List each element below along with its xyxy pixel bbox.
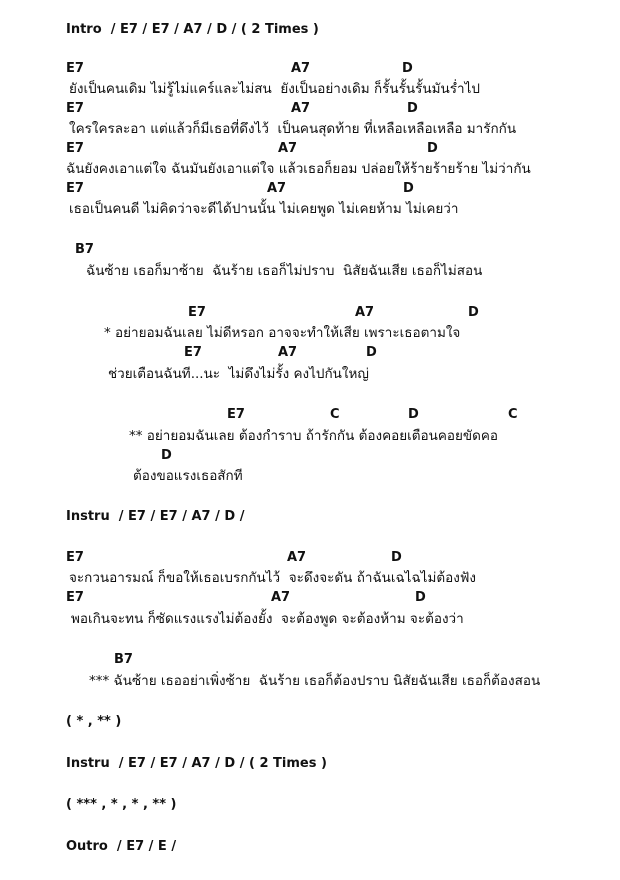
chord-label: E7	[188, 305, 206, 320]
lyric-line: ใครใครละอา แต่แล้วก็มีเธอที่ดึงไว้ เป็นคนสุดท้าย ที่เหลือเหลือเหลือ มารักกัน	[69, 121, 517, 137]
chord-label: E7	[66, 61, 84, 76]
chord-label: A7	[278, 345, 298, 360]
lyric-line: * อย่ายอมฉันเลย ไม่ดีหรอก อาจจะทำให้เสีย เพราะเธอตามใจ	[104, 325, 461, 341]
chord-label: D	[402, 61, 413, 76]
chord-label: D	[408, 407, 419, 422]
intro-line: Intro / E7 / E7 / A7 / D / ( 2 Times )	[66, 22, 319, 37]
chord-label: D	[403, 181, 414, 196]
chord-label: A7	[271, 590, 291, 605]
chord-label: D	[391, 550, 402, 565]
chord-label: E7	[66, 550, 84, 565]
chord-label: C	[508, 407, 518, 422]
lyric-line: ** อย่ายอมฉันเลย ต้องกำราบ ถ้ารักกัน ต้องคอยเตือนคอยขัดคอ	[129, 428, 499, 444]
chord-label: A7	[355, 305, 375, 320]
chord-label: A7	[291, 61, 311, 76]
chord-label: D	[468, 305, 479, 320]
bridge-1-chord: B7	[75, 242, 94, 257]
chord-label: D	[415, 590, 426, 605]
lyric-line: ต้องขอแรงเธอสักที	[133, 468, 243, 484]
instru-line-1: Instru / E7 / E7 / A7 / D /	[66, 509, 245, 524]
chord-label: D	[427, 141, 438, 156]
chord-label: E7	[227, 407, 245, 422]
lyric-line: ฉันยังคงเอาแต่ใจ ฉันมันยังเอาแต่ใจ แล้วเธอก็ยอม ปล่อยให้ร้ายร้ายร้าย ไม่ว่ากัน	[66, 161, 531, 177]
chord-label: A7	[267, 181, 287, 196]
bridge-2-lyric: *** ฉันซ้าย เธออย่าเพิ่งซ้าย ฉันร้าย เธอก็ต้องปราบ นิสัยฉันเสีย เธอก็ต้องสอน	[89, 673, 541, 689]
chord-label: A7	[287, 550, 307, 565]
chord-label: D	[161, 448, 172, 463]
chord-label: E7	[66, 141, 84, 156]
lyric-line: จะกวนอารมณ์ ก็ขอให้เธอเบรกกันไว้ จะดึงจะดัน ถ้าฉันเฉไฉไม่ต้องฟัง	[69, 570, 476, 586]
chord-label: A7	[291, 101, 311, 116]
chord-label: E7	[66, 181, 84, 196]
chord-label: E7	[184, 345, 202, 360]
chord-label: A7	[278, 141, 298, 156]
lyric-line: ช่วยเตือนฉันที...นะ ไม่ดึงไม่รั้ง คงไปกันใหญ่	[108, 366, 369, 382]
lyric-line: เธอเป็นคนดี ไม่คิดว่าจะดีได้ปานนั้น ไม่เคยพูด ไม่เคยห้าม ไม่เคยว่า	[69, 201, 459, 217]
repeat-line-2: ( *** , * , * , ** )	[66, 797, 177, 812]
chord-label: E7	[66, 590, 84, 605]
chord-label: E7	[66, 101, 84, 116]
chord-label: C	[330, 407, 340, 422]
outro-line: Outro / E7 / E /	[66, 839, 177, 854]
instru-line-2: Instru / E7 / E7 / A7 / D / ( 2 Times )	[66, 756, 327, 771]
bridge-1-lyric: ฉันซ้าย เธอก็มาซ้าย ฉันร้าย เธอก็ไม่ปราบ นิสัยฉันเสีย เธอก็ไม่สอน	[86, 263, 483, 279]
bridge-2-chord: B7	[114, 652, 133, 667]
lyric-line: ยังเป็นคนเดิม ไม่รู้ไม่แคร์และไม่สน ยังเป็นอย่างเดิม ก็รั้นรั้นรั้นมันร่ำไป	[69, 81, 480, 97]
chord-label: D	[407, 101, 418, 116]
lyric-line: พอเกินจะทน ก็ซัดแรงแรงไม่ต้องยั้ง จะต้องพูด จะต้องห้าม จะต้องว่า	[71, 611, 464, 627]
repeat-line-1: ( * , ** )	[66, 714, 122, 729]
chord-label: D	[366, 345, 377, 360]
